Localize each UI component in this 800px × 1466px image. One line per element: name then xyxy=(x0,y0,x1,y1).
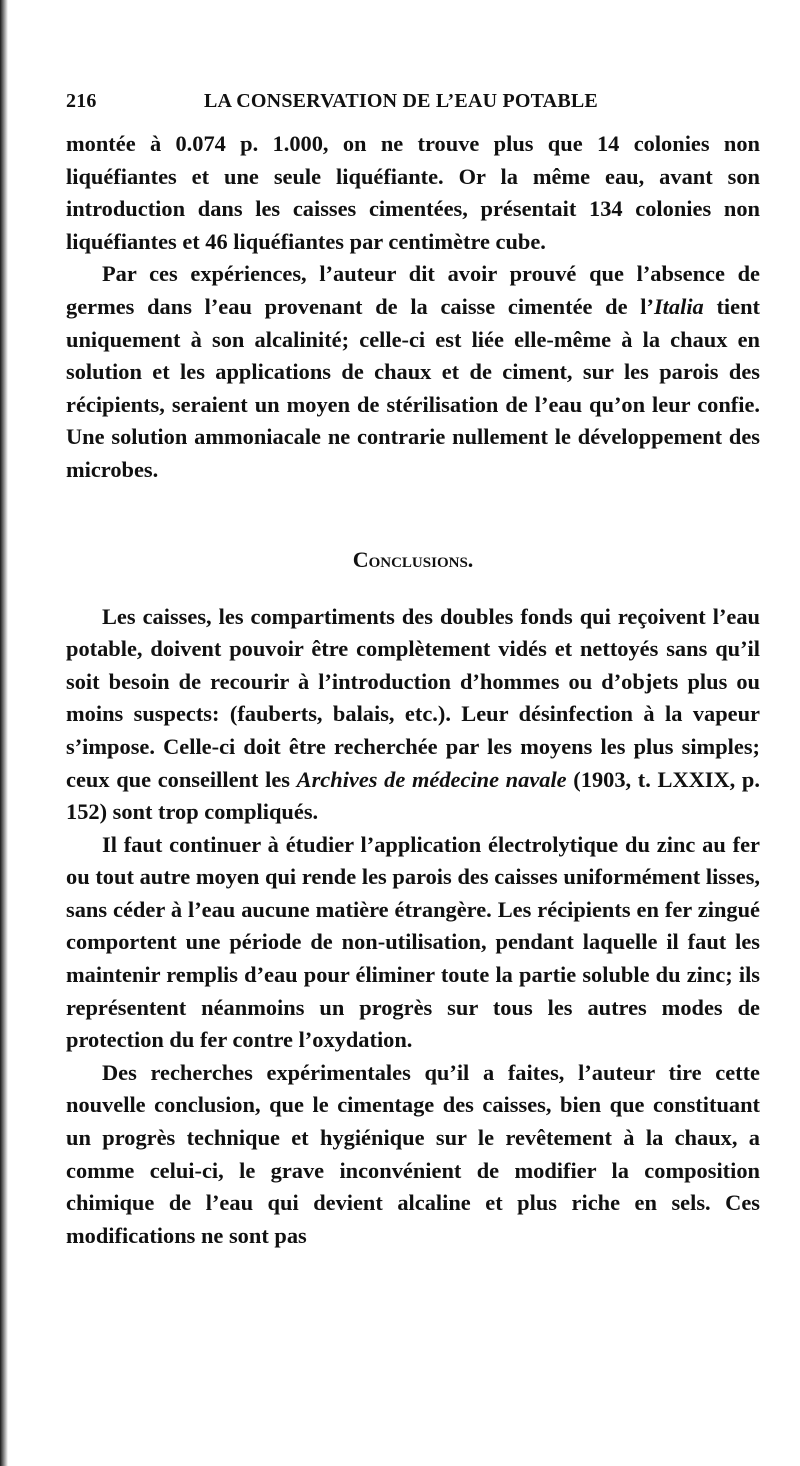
section-heading-text: Conclusions. xyxy=(352,547,474,573)
paragraph-3-text-a: Les caisses, les compartiments des doubles fonds qui reçoivent l’eau potable, doivent pouvoir être complètement vidés et nettoyés sans qu’il soit besoin de recourir à l’introduction d’hommes ou d’objets plus ou moins suspects: (fauberts, balais, etc.). Leur désinfection à la vapeur s’impose. Celle-ci doit être recherchée par les moyens les plus simples; ceux que conseillent les xyxy=(66,603,760,792)
paragraph-1: montée à 0.074 p. 1.000, on ne trouve plus que 14 colonies non liquéfiantes et une seule liquéfiante. Or la même eau, avant son introduction dans les caisses cimentées, présentait 134 colonies non liquéfiantes et 46 liquéfiantes par centimètre cube. xyxy=(66,131,760,254)
paragraph-2-text-b: tient uniquement à son alcalinité; celle-ci est liée elle-même à la chaux en solution et les applications de chaux et de ciment, sur les parois des récipients, seraient un moyen de stérilisation de l’eau qu’on leur confie. Une solution ammoniacale ne contrarie nullement le développement des microbes. xyxy=(66,293,760,482)
paragraph-2 xyxy=(66,258,760,486)
body-text xyxy=(66,128,760,1252)
running-title: LA CONSERVATION DE L’EAU POTABLE xyxy=(204,90,598,112)
paragraph-3-text-b: (1903, t. LXXIX, p. 152) sont trop compliqués. xyxy=(66,766,760,825)
paragraph-5: Des recherches expérimentales qu’il a faites, l’auteur tire cette nouvelle conclusion, que le cimentage des caisses, bien que constituant un progrès technique et hygiénique sur le revêtement à la chaux, a comme celui-ci, le grave inconvénient de modifier la composition chimique de l’eau qui devient alcaline et plus riche en sels. Ces modifications ne sont pas xyxy=(66,1059,760,1248)
running-header xyxy=(66,90,760,120)
paragraph-4: Il faut continuer à étudier l’application électrolytique du zinc au fer ou tout autre moyen qui rende les parois des caisses uniformément lisses, sans céder à l’eau aucune matière étrangère. Les récipients en fer zingué comportent une période de non-utilisation, pendant laquelle il faut les maintenir remplis d’eau pour éliminer toute la partie soluble du zinc; ils représentent néanmoins un progrès sur tous les autres modes de protection du fer contre l’oxydation. xyxy=(66,831,760,1053)
paragraph-3 xyxy=(66,601,760,829)
paragraph-2-italic: Italia xyxy=(653,293,704,319)
section-heading xyxy=(66,487,760,609)
page-edge-shadow xyxy=(0,0,8,1466)
page-number: 216 xyxy=(66,90,97,112)
paragraph-3-italic: Archives de médecine navale xyxy=(296,766,567,792)
paragraph-2-text-a: Par ces expériences, l’auteur dit avoir prouvé que l’absence de germes dans l’eau provenant de la caisse cimentée de l’ xyxy=(66,261,760,319)
